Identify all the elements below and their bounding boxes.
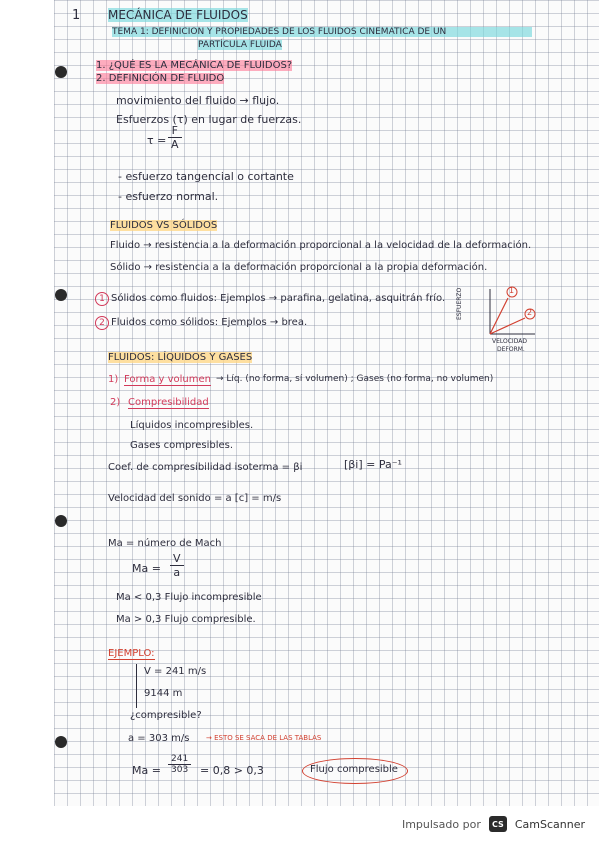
note-line: Fluido → resistencia a la deformación proporcional a la velocidad de la deformación. [110, 240, 532, 251]
example-note: → ESTO SE SACA DE LAS TABLAS [206, 734, 322, 742]
formula-result: = 0,8 > 0,3 [200, 764, 264, 777]
binder-hole [55, 66, 67, 78]
item-number-circle: 1 [95, 292, 109, 306]
question-heading: 1. ¿QUÉ ES LA MECÁNICA DE FLUIDOS? [96, 60, 293, 71]
graph-label: 1 [509, 286, 515, 295]
note-line: Sólidos como fluidos: Ejemplos → parafina, gelatina, asquitrán frío. [111, 293, 446, 304]
graph-line-1 [490, 298, 508, 334]
formula-denominator: A [171, 138, 179, 151]
item-number: 2) [110, 397, 121, 408]
item-heading: Forma y volumen [124, 374, 211, 385]
formula-fraction [168, 124, 182, 151]
note-line: Esfuerzos (τ) en lugar de fuerzas. [116, 113, 302, 126]
example-bracket [136, 664, 137, 708]
page-title: MECÁNICA DE FLUIDOS [108, 8, 248, 22]
formula-numerator: 241 [168, 754, 191, 765]
page-number: 1 [72, 8, 81, 23]
graph-x-label: VELOCIDAD [492, 338, 527, 345]
topic-heading: TEMA 1: DEFINICIÓN Y PROPIEDADES DE LOS FLUIDOS CINEMÁTICA DE UN [112, 27, 532, 37]
example-question: ¿compresible? [130, 710, 202, 721]
note-line: - esfuerzo tangencial o cortante [118, 170, 294, 183]
section-heading: 2. DEFINICIÓN DE FLUIDO [96, 73, 225, 84]
note-line: Gases compresibles. [130, 440, 234, 451]
note-line: Coef. de compresibilidad isoterma = βi [108, 462, 303, 473]
example-heading: EJEMPLO: [108, 648, 155, 659]
note-line: - esfuerzo normal. [118, 190, 219, 203]
formula-denominator: 303 [171, 765, 189, 775]
note-line: movimiento del fluido → flujo. [116, 94, 280, 107]
formula-lhs: τ = [147, 134, 167, 147]
note-line: Ma = número de Mach [108, 538, 222, 549]
graph-label: 2 [527, 308, 533, 317]
formula-lhs: Ma = [132, 562, 161, 575]
note-line: Ma > 0,3 Flujo compresible. [116, 614, 256, 625]
binder-hole [55, 736, 67, 748]
graph-line-2 [490, 318, 525, 334]
item-heading: Compresibilidad [128, 397, 209, 408]
note-line: Velocidad del sonido = a [c] = m/s [108, 493, 282, 504]
item-number-circle: 2 [95, 316, 109, 330]
item-number: 1) [108, 374, 119, 385]
formula-numerator: F [168, 124, 182, 138]
topic-heading-continued: PARTÍCULA FLUIDA [198, 40, 282, 50]
example-value: 9144 m [144, 688, 183, 699]
formula-fraction [168, 754, 191, 775]
section-heading: FLUIDOS: LÍQUIDOS Y GASES [108, 352, 253, 363]
camscanner-logo-icon: CS [489, 816, 507, 832]
footer-label: Impulsado por [401, 817, 481, 831]
scanner-footer [402, 814, 585, 834]
formula-lhs: Ma = [132, 764, 161, 777]
example-value: V = 241 m/s [144, 666, 207, 677]
example-value: a = 303 m/s [128, 733, 190, 744]
binder-hole [55, 515, 67, 527]
unit-formula: [βi] = Pa⁻¹ [344, 458, 402, 471]
formula-fraction [170, 552, 184, 579]
section-heading: FLUIDOS VS SÓLIDOS [110, 220, 218, 231]
formula-numerator: V [170, 552, 184, 566]
note-line: Sólido → resistencia a la deformación proporcional a la propia deformación. [110, 262, 488, 273]
formula-denominator: a [173, 566, 181, 579]
graph-y-label: ESFUERZO [456, 287, 463, 320]
binder-hole [55, 289, 67, 301]
note-line: Ma < 0,3 Flujo incompresible [116, 592, 262, 603]
note-line: Fluidos como sólidos: Ejemplos → brea. [111, 317, 308, 328]
note-line: Líquidos incompresibles. [130, 420, 254, 431]
result-label: Flujo compresible [310, 764, 398, 775]
brand-name: CamScanner [514, 817, 585, 831]
graph-x-label: DEFORM. [497, 346, 525, 353]
note-line: → Líq. (no forma, sí volumen) ; Gases (no forma, no volumen) [216, 374, 494, 384]
